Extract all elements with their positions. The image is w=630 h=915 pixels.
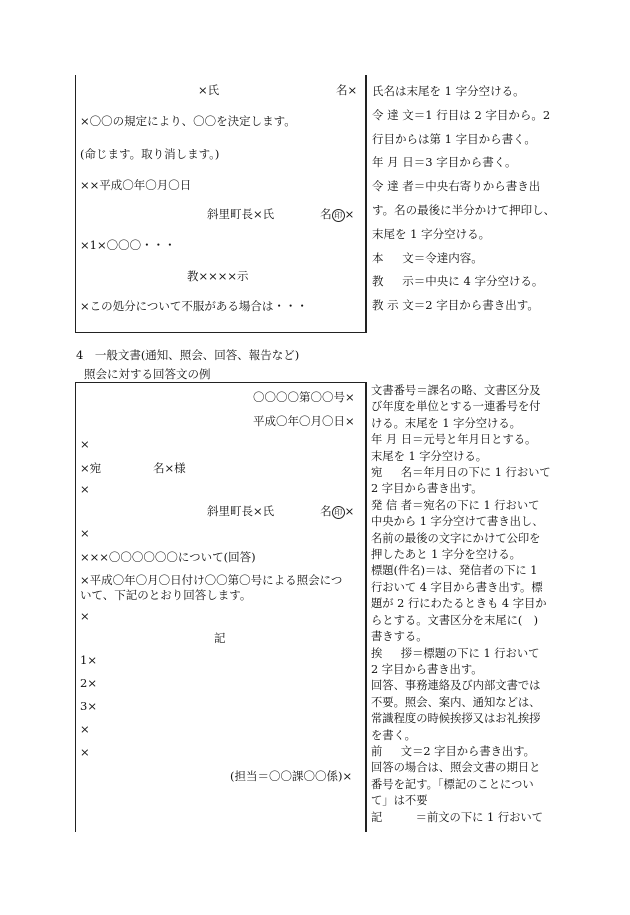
issuer-mei: 名 bbox=[320, 504, 332, 518]
reply-body-line: いて、下記のとおり回答します。 bbox=[80, 588, 252, 602]
note-line: 文書番号＝課名の略、文書区分及 bbox=[371, 384, 541, 397]
seal-icon: 印 bbox=[332, 506, 345, 519]
name-line-right: 名× bbox=[336, 83, 358, 97]
note-line: び年度を単位とする一連番号を付 bbox=[371, 400, 541, 414]
reply-notes bbox=[371, 383, 559, 826]
contact-line: (担当＝〇〇課〇〇係)× bbox=[230, 769, 353, 783]
column-divider-1 bbox=[366, 75, 367, 333]
note-line: 回答、事務連絡及び内部文書では bbox=[371, 679, 541, 693]
reply-title: ×××〇〇〇〇〇〇について(回答) bbox=[80, 550, 256, 564]
note-line: 押したあと 1 字分を空ける。 bbox=[371, 548, 521, 562]
doc-number: 〇〇〇〇第〇〇号× bbox=[253, 390, 355, 404]
note-line: 令 達 者＝中央右寄りから書き出 bbox=[372, 179, 541, 194]
blank-line: × bbox=[80, 437, 90, 451]
note-line: 書きする。 bbox=[371, 630, 428, 644]
blank-line: × bbox=[80, 609, 90, 623]
note-line: 番号を記す。「標記のことについ bbox=[371, 777, 534, 791]
column-divider-2 bbox=[366, 382, 367, 832]
order-appeal-line: ×この処分について不服がある場合は・・・ bbox=[80, 299, 308, 313]
issuer-name: 斜里町長×氏 bbox=[207, 504, 275, 518]
seal-icon: 印 bbox=[332, 209, 345, 222]
name-line-left: ×氏 bbox=[198, 83, 220, 97]
blank-line: × bbox=[80, 482, 90, 496]
note-line: 常識程度の時候挨拶又はお礼挨拶 bbox=[371, 712, 541, 726]
issuer-tail: × bbox=[344, 207, 355, 221]
order-body-line: ×〇〇の規定により、〇〇を決定します。 bbox=[80, 114, 296, 128]
note-line: す。名の最後に半分かけて押印し、 bbox=[372, 202, 556, 217]
note-line: 中央から 1 字分空けて書き出し、 bbox=[371, 515, 544, 529]
reply-document-box bbox=[75, 382, 366, 832]
note-line: 発 信 者＝宛名の下に 1 行おいて bbox=[371, 498, 540, 512]
list-item: 2× bbox=[80, 676, 97, 690]
note-line: 回答の場合は、照会文書の期日と bbox=[371, 761, 541, 775]
issuer-name: 斜里町長×氏 bbox=[207, 207, 275, 221]
list-item: 3× bbox=[80, 699, 97, 713]
blank-line: × bbox=[80, 745, 90, 759]
note-line: 題が 2 行にわたるときも 4 字目か bbox=[371, 597, 547, 611]
note-line: 行おいて 4 字目から書き出す。標 bbox=[371, 580, 543, 594]
order-notes bbox=[372, 80, 555, 318]
note-line: 末尾を 1 字分空ける。 bbox=[372, 226, 491, 241]
order-notice-label: 教××××示 bbox=[187, 269, 249, 283]
order-item-1: ×1×〇〇〇・・・ bbox=[80, 238, 176, 252]
reply-body-line: ×平成〇年〇月〇日付け〇〇第〇号による照会につ bbox=[80, 573, 343, 587]
note-line: 前 文＝2 字目から書き出す。 bbox=[371, 744, 535, 758]
note-line: 年 月 日＝元号と年月日とする。 bbox=[371, 433, 537, 447]
note-line: ける。末尾を 1 字分空ける。 bbox=[371, 416, 521, 430]
note-line: 不要。照会、案内、通知などは、 bbox=[371, 695, 541, 709]
doc-date: 平成〇年〇月〇日× bbox=[253, 414, 355, 428]
order-body-alternatives: (命じます。取り消します。) bbox=[80, 147, 220, 161]
note-line: 本 文＝令達内容。 bbox=[372, 250, 483, 265]
note-line: 教 示＝中央に 4 字分空ける。 bbox=[372, 274, 544, 289]
note-line: 年 月 日＝3 字目から書く。 bbox=[372, 155, 517, 170]
addressee-right: 名×様 bbox=[153, 461, 186, 475]
note-line: 2 字目から書き出す。 bbox=[371, 482, 483, 496]
order-date: ××平成〇年〇月〇日 bbox=[80, 178, 192, 192]
note-line: 2 字目から書き出す。 bbox=[371, 662, 483, 676]
order-issuer bbox=[207, 206, 354, 222]
reply-issuer bbox=[207, 503, 354, 519]
list-item: 1× bbox=[80, 653, 97, 667]
issuer-tail: × bbox=[344, 504, 355, 518]
issuer-mei: 名 bbox=[320, 207, 332, 221]
section-subheading: 照会に対する回答文の例 bbox=[84, 367, 211, 381]
note-line: 挨 拶＝標題の下に 1 行おいて bbox=[371, 646, 540, 660]
note-line: 標題(件名)＝は、発信者の下に 1 bbox=[371, 564, 538, 578]
note-line: 記 ＝前文の下に 1 行おいて bbox=[371, 810, 544, 824]
ki-label: 記 bbox=[214, 631, 226, 645]
note-line: を書く。 bbox=[371, 728, 416, 742]
note-line: らとする。文書区分を末尾に( ) bbox=[371, 613, 538, 627]
blank-line: × bbox=[80, 722, 90, 736]
note-line: 令 達 文＝1 行目は 2 字目から。2 bbox=[372, 107, 551, 122]
note-line: 教 示 文＝2 字目から書き出す。 bbox=[372, 298, 539, 313]
note-line: 末尾を 1 字分空ける。 bbox=[371, 449, 488, 463]
note-line: 宛 名＝年月日の下に 1 行おいて bbox=[371, 466, 551, 480]
addressee-left: ×宛 bbox=[80, 461, 102, 475]
blank-line: × bbox=[80, 526, 90, 540]
note-line: 氏名は末尾を 1 字分空ける。 bbox=[372, 84, 525, 98]
note-line: 名前の最後の文字にかけて公印を bbox=[371, 531, 541, 545]
note-line: て」は不要 bbox=[371, 794, 428, 808]
section-heading: 4 一般文書(通知、照会、回答、報告など) bbox=[76, 348, 300, 362]
note-line: 行目からは第 1 字目から書く。 bbox=[372, 131, 536, 146]
